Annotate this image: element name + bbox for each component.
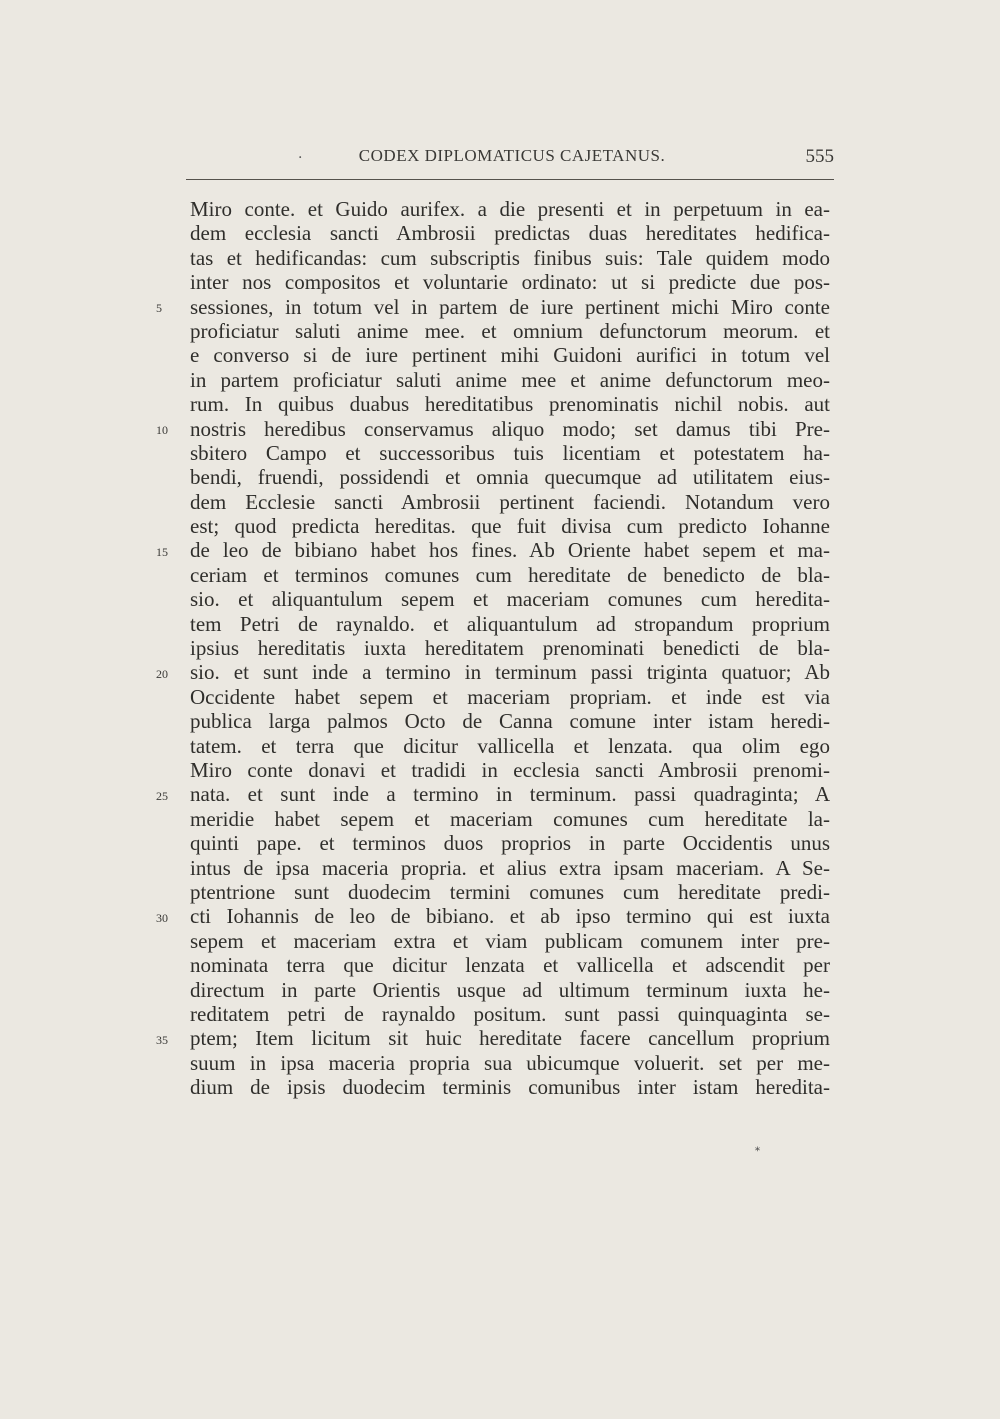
- text-line: tem Petri de raynaldo. et aliquantulum ad stropandum proprium: [190, 611, 830, 636]
- text-line: meridie habet sepem et maceriam comunes cum hereditate la-: [190, 806, 830, 831]
- text-line: Occidente habet sepem et maceriam propriam. et inde est via: [190, 684, 830, 709]
- text-line: rum. In quibus duabus hereditatibus prenominatis nichil nobis. aut: [190, 392, 830, 417]
- line-number: 10: [156, 422, 168, 437]
- text-line: Miro conte donavi et tradidi in ecclesia sancti Ambrosii prenomi-: [190, 757, 830, 782]
- text-line: bendi, fruendi, possidendi et omnia quecumque ad utilitatem eius-: [190, 465, 830, 490]
- line-number: 30: [156, 910, 168, 925]
- header-dot: ·: [298, 150, 303, 166]
- text-line: nostris heredibus conservamus aliquo modo; set damus tibi Pre-: [190, 416, 830, 441]
- text-line: Miro conte. et Guido aurifex. a die presenti et in perpetuum in ea-: [190, 197, 830, 221]
- text-line: ipsius hereditatis iuxta hereditatem prenominati benedicti de bla-: [190, 636, 830, 661]
- text-line: directum in parte Orientis usque ad ultimum terminum iuxta he-: [190, 977, 830, 1002]
- text-line: tas et hedificandas: cum subscriptis finibus suis: Tale quidem modo: [190, 245, 830, 270]
- text-line: publica larga palmos Octo de Canna comune inter istam heredi-: [190, 709, 830, 734]
- running-header: [190, 146, 834, 176]
- text-line: sepem et maceriam extra et viam publicam comunem inter pre-: [190, 928, 830, 953]
- footer-mark: *: [755, 1146, 760, 1157]
- text-line: intus de ipsa maceria propria. et alius extra ipsam maceriam. A Se-: [190, 855, 830, 880]
- line-number: 15: [156, 544, 168, 559]
- text-line: dem ecclesia sancti Ambrosii predictas duas hereditates hedifica-: [190, 221, 830, 246]
- text-line: tatem. et terra que dicitur vallicella et lenzata. qua olim ego: [190, 733, 830, 758]
- text-line: e converso si de iure pertinent mihi Guidoni aurifici in totum vel: [190, 343, 830, 368]
- text-line: inter nos compositos et voluntarie ordinato: ut si predicte due pos-: [190, 270, 830, 295]
- text-line: quinti pape. et terminos duos proprios in parte Occidentis unus: [190, 831, 830, 856]
- text-line: sessiones, in totum vel in partem de iure pertinent michi Miro conte: [190, 294, 830, 319]
- text-line: est; quod predicta hereditas. que fuit divisa cum predicto Iohanne: [190, 514, 830, 539]
- text-line: dium de ipsis duodecim terminis comunibus inter istam heredita-: [190, 1075, 830, 1100]
- text-line: cti Iohannis de leo de bibiano. et ab ipso termino qui est iuxta: [190, 904, 830, 929]
- line-number: 35: [156, 1032, 168, 1047]
- text-line: proficiatur saluti anime mee. et omnium defunctorum meorum. et: [190, 318, 830, 343]
- text-line: dem Ecclesie sancti Ambrosii pertinent faciendi. Notandum vero: [190, 489, 830, 514]
- text-line: reditatem petri de raynaldo positum. sunt passi quinquaginta se-: [190, 1001, 830, 1026]
- line-number: 25: [156, 788, 168, 803]
- page-number: 555: [805, 146, 834, 167]
- text-line: ptem; Item licitum sit huic hereditate facere cancellum proprium: [190, 1026, 830, 1051]
- text-line: de leo de bibiano habet hos fines. Ab Oriente habet sepem et ma-: [190, 538, 830, 563]
- text-line: nominata terra que dicitur lenzata et vallicella et adscendit per: [190, 953, 830, 978]
- text-line: in partem proficiatur saluti anime mee et anime defunctorum meo-: [190, 367, 830, 392]
- text-line: sio. et aliquantulum sepem et maceriam comunes cum heredita-: [190, 587, 830, 612]
- running-title: CODEX DIPLOMATICUS CAJETANUS.: [358, 146, 666, 165]
- header-rule: [186, 179, 834, 180]
- text-line: ceriam et terminos comunes cum hereditate de benedicto de bla-: [190, 562, 830, 587]
- text-line: ptentrione sunt duodecim termini comunes cum hereditate predi-: [190, 879, 830, 904]
- text-line: sio. et sunt inde a termino in terminum passi triginta quatuor; Ab: [190, 660, 830, 685]
- body-text: [190, 197, 830, 1099]
- text-line: sbitero Campo et successoribus tuis licentiam et potestatem ha-: [190, 440, 830, 465]
- line-number: 20: [156, 666, 168, 681]
- line-number: 5: [156, 300, 162, 315]
- text-line: suum in ipsa maceria propria sua ubicumque voluerit. set per me-: [190, 1050, 830, 1075]
- text-line: nata. et sunt inde a termino in terminum. passi quadraginta; A: [190, 782, 830, 807]
